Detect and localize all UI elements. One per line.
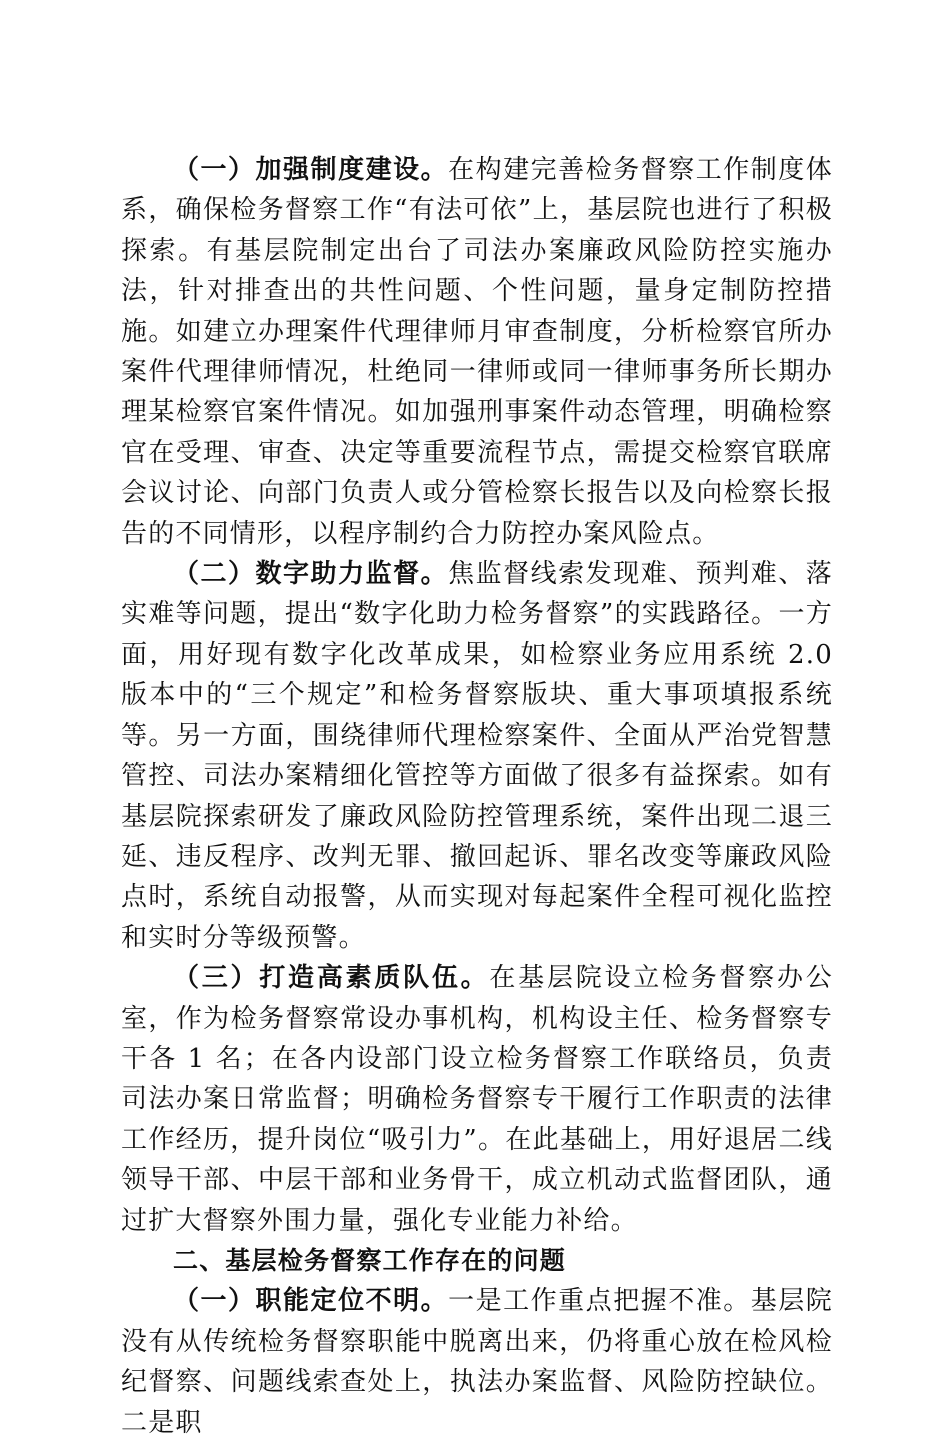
- paragraph-lead: （一）职能定位不明。: [173, 1286, 449, 1317]
- paragraph-text: 焦监督线索发现难、预判难、落实难等问题，提出“数字化助力检务督察”的实践路径。一方面，用好现有数字化改革成果，如检察业务应用系统 2.0 版本中的“三个规定”和检务督察版块、重大事项填报系统等。另一方面，围绕律师代理检察案件、全面从严治党智慧管控、司法办案精细化管控等方面做了很多有益探索。如有基层院探索研发了廉政风险防控管理系统，案件出现二退三延、违反程序、改判无罪、撤回起诉、罪名改变等廉政风险点时，系统自动报警，从而实现对每起案件全程可视化监控和实时分等级预警。: [121, 559, 833, 953]
- paragraph-team-building: [121, 958, 833, 1241]
- paragraph-lead: （三）打造高素质队伍。: [173, 963, 490, 994]
- paragraph-lead: （一）加强制度建设。: [173, 155, 449, 185]
- paragraph-digital-supervision: [121, 554, 833, 958]
- document-body: [121, 150, 833, 1443]
- paragraph-institution-building: [121, 150, 833, 554]
- paragraph-text: 一是工作重点把握不准。基层院没有从传统检务督察职能中脱离出来，仍将重心放在检风检纪督察、问题线索查处上，执法办案监督、风险防控缺位。二是职: [121, 1286, 833, 1438]
- paragraph-function-positioning: [121, 1281, 833, 1443]
- paragraph-text: 在构建完善检务督察工作制度体系，确保检务督察工作“有法可依”上，基层院也进行了积极探索。有基层院制定出台了司法办案廉政风险防控实施办法，针对排查出的共性问题、个性问题，量身定制防控措施。如建立办理案件代理律师月审查制度，分析检察官所办案件代理律师情况，杜绝同一律师或同一律师事务所长期办理某检察官案件情况。如加强刑事案件动态管理，明确检察官在受理、审查、决定等重要流程节点，需提交检察官联席会议讨论、向部门负责人或分管检察长报告以及向检察长报告的不同情形，以程序制约合力防控办案风险点。: [121, 155, 833, 549]
- paragraph-lead: （二）数字助力监督。: [173, 559, 449, 590]
- paragraph-text: 在基层院设立检务督察办公室，作为检务督察常设办事机构，机构设主任、检务督察专干各 1 名；在各内设部门设立检务督察工作联络员，负责司法办案日常监督；明确检务督察专干履行工作职责的法律工作经历，提升岗位“吸引力”。在此基础上，用好退居二线领导干部、中层干部和业务骨干，成立机动式监督团队，通过扩大督察外围力量，强化专业能力补给。: [121, 963, 834, 1236]
- section-heading: 二、基层检务督察工作存在的问题: [173, 1245, 567, 1275]
